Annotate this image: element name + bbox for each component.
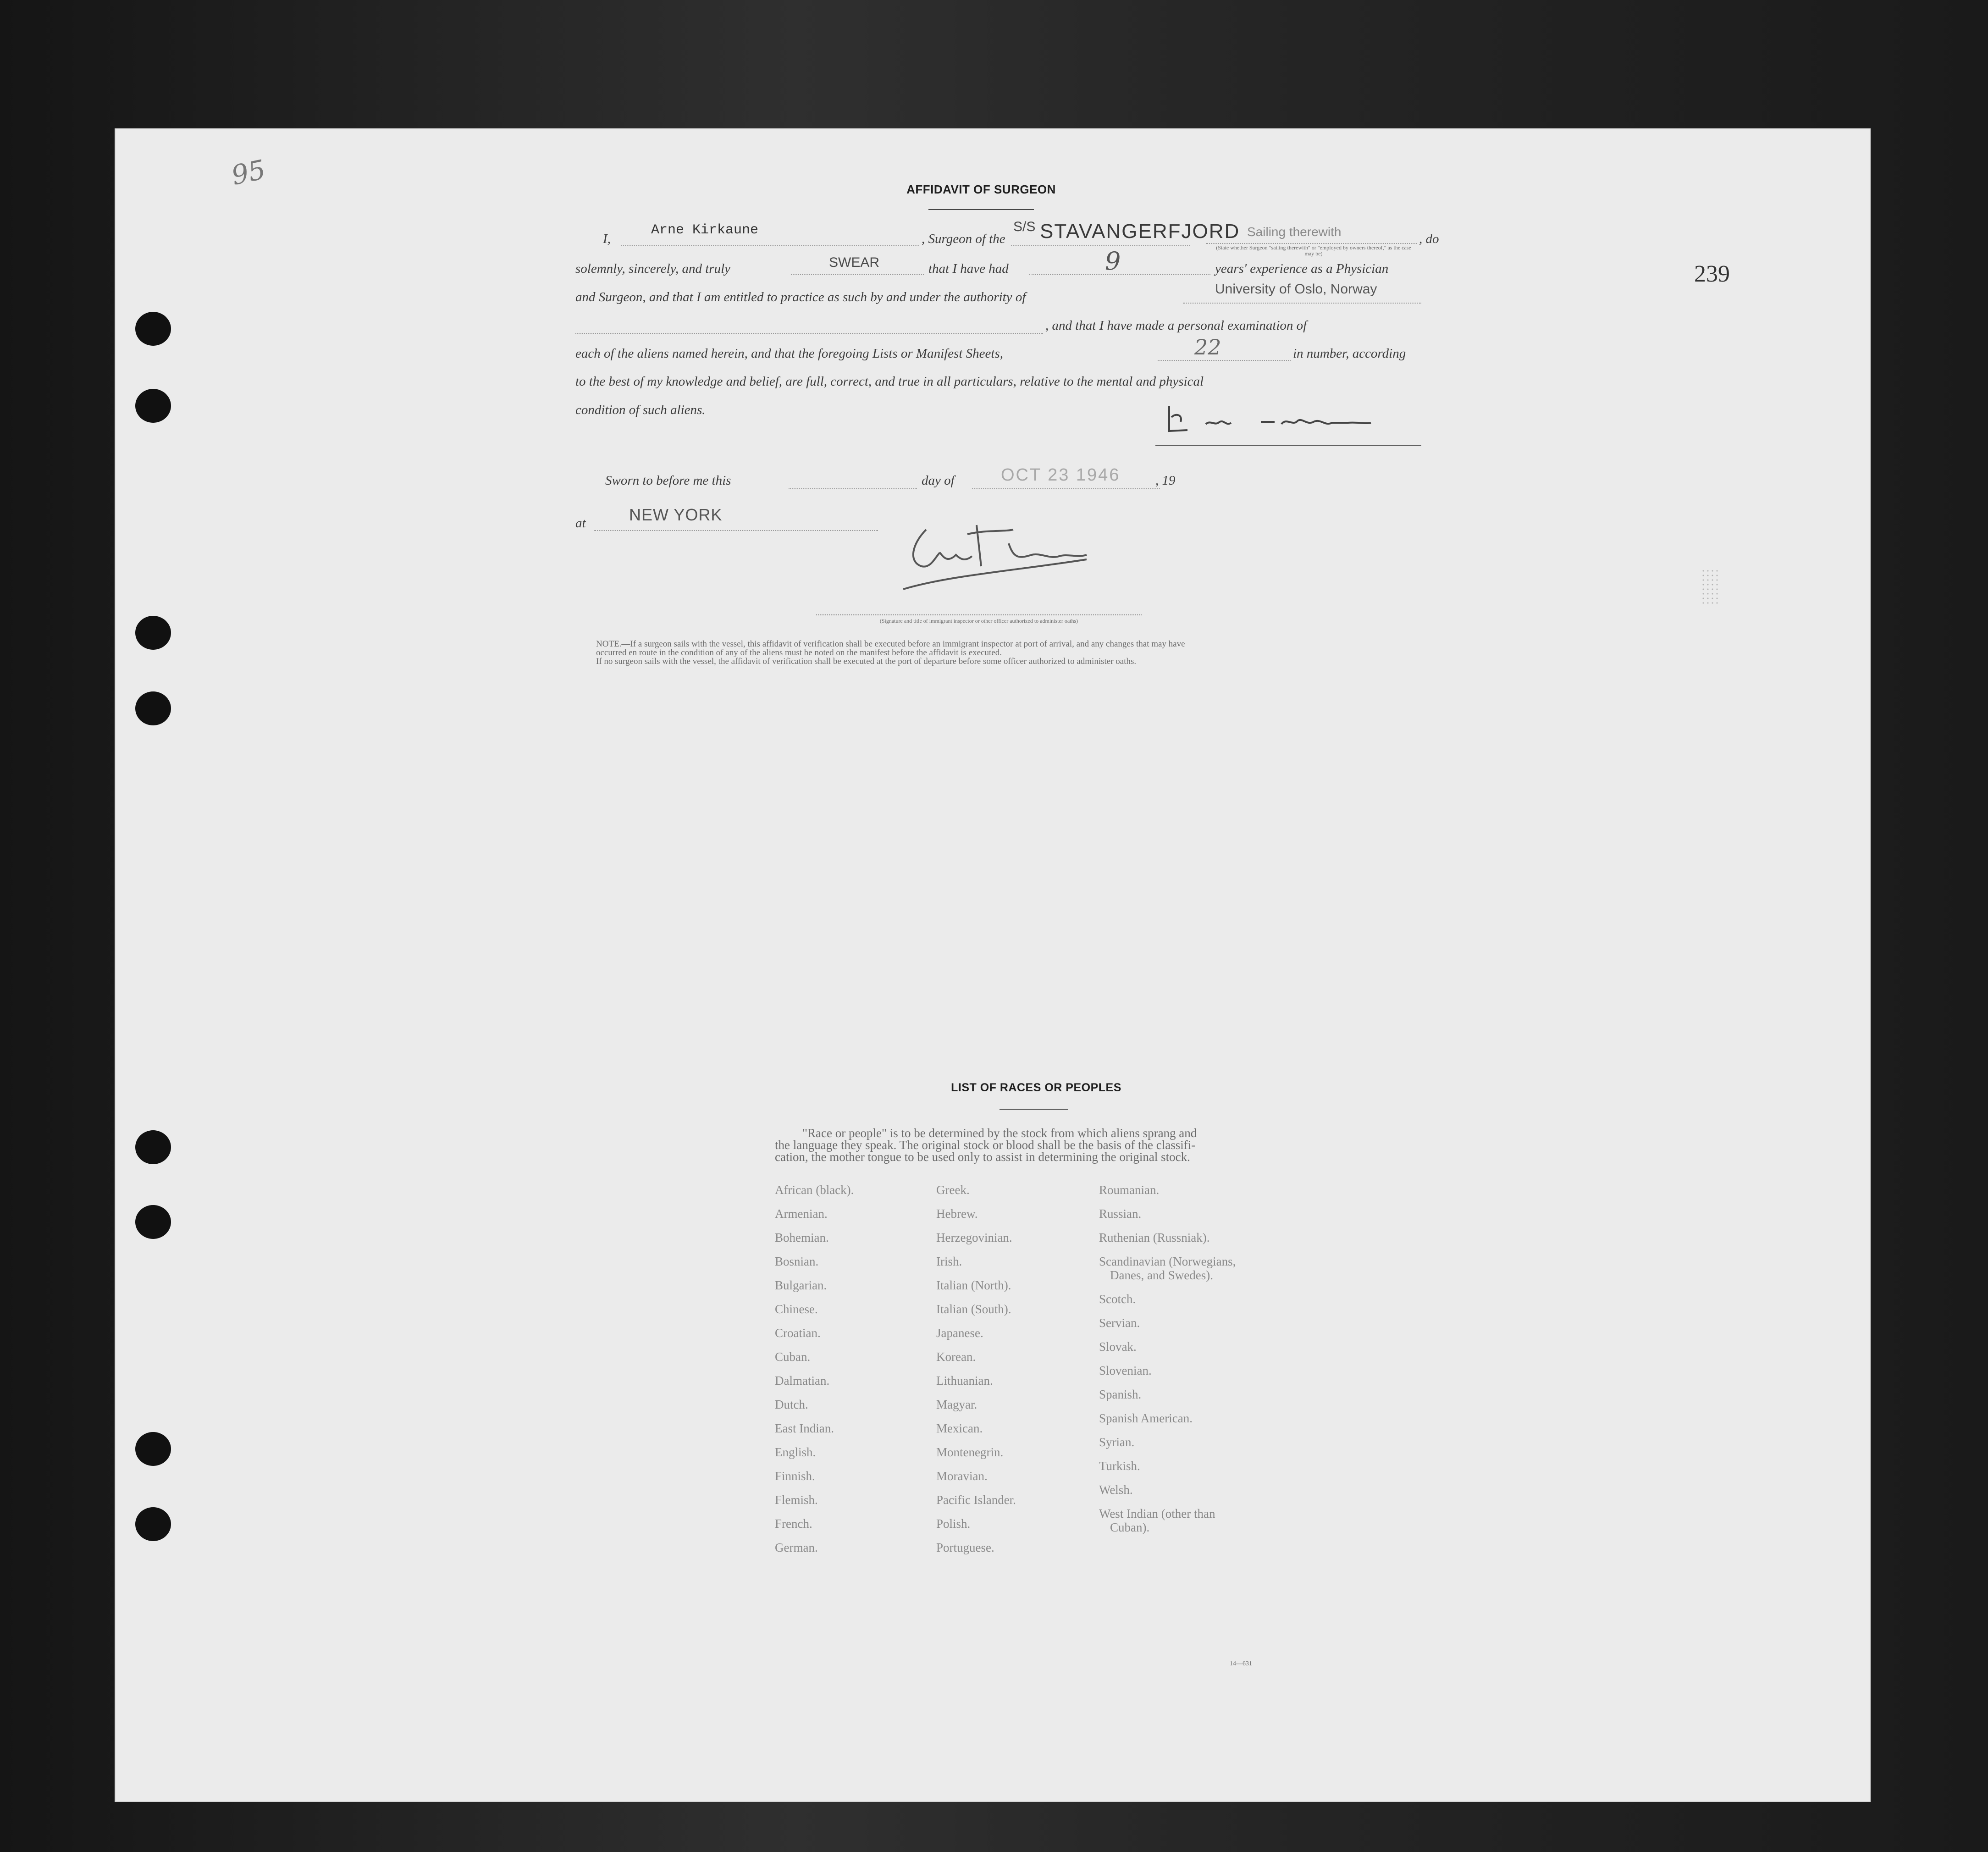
- races-title-rule: [1000, 1109, 1068, 1110]
- race-item: Bulgarian.: [775, 1278, 827, 1292]
- surgeon-name-line: [621, 245, 919, 246]
- surgeon-name: Arne Kirkaune: [651, 222, 759, 238]
- binder-hole: [135, 389, 171, 423]
- form-code: 14—631: [1230, 1660, 1252, 1667]
- line2-text3: years' experience as a Physician: [1215, 261, 1389, 276]
- race-item: Bohemian.: [775, 1231, 829, 1244]
- inspector-signature: [894, 516, 1123, 594]
- manifest-sheet-count: 22: [1194, 335, 1221, 359]
- licensing-authority: University of Oslo, Norway: [1215, 282, 1377, 297]
- race-item: Ruthenian (Russniak).: [1099, 1231, 1210, 1244]
- years-experience: 9: [1105, 247, 1121, 276]
- race-item: French.: [775, 1517, 812, 1531]
- race-item: Dutch.: [775, 1398, 808, 1411]
- document-page: [115, 128, 1871, 1802]
- race-item: Mexican.: [936, 1421, 983, 1435]
- binder-hole: [135, 1205, 171, 1239]
- inspector-signature-caption: (Signature and title of immigrant inspector or other officer authorized to administer oaths): [879, 618, 1078, 624]
- sworn-text3: , 19: [1155, 473, 1176, 488]
- vessel-line: [1011, 245, 1190, 246]
- race-item: German.: [775, 1541, 818, 1554]
- line1-do: , do: [1419, 232, 1439, 246]
- race-item: Scotch.: [1099, 1292, 1136, 1306]
- title-rule: [928, 209, 1034, 210]
- race-item: Spanish.: [1099, 1388, 1142, 1401]
- sworn-text1: Sworn to before me this: [605, 473, 731, 488]
- sworn-place: NEW YORK: [629, 505, 723, 524]
- note-line: occurred en route in the condition of any of the aliens must be noted on the manifest before the affidavit is executed.: [596, 648, 1002, 658]
- inspector-signature-line: [816, 614, 1142, 615]
- vessel-name: STAVANGERFJORD: [1040, 220, 1240, 243]
- binder-hole: [135, 1432, 171, 1466]
- intro-line: "Race or people" is to be determined by the stock from which aliens sprang and: [802, 1126, 1197, 1140]
- race-item: Italian (North).: [936, 1278, 1011, 1292]
- race-item: Moravian.: [936, 1469, 988, 1483]
- race-item: Cuban.: [775, 1350, 811, 1364]
- race-item: East Indian.: [775, 1421, 834, 1435]
- race-item: Danes, and Swedes).: [1110, 1268, 1213, 1282]
- affidavit-note: [596, 640, 1449, 666]
- margin-pencil-mark: 95: [228, 154, 269, 191]
- years-line: [1029, 274, 1210, 275]
- sworn-text2: day of: [922, 473, 955, 488]
- race-item: English.: [775, 1445, 816, 1459]
- intro-line: the language they speak. The original stock or blood shall be the basis of the classifi-: [775, 1138, 1196, 1152]
- race-item: Polish.: [936, 1517, 971, 1531]
- race-item: Italian (South).: [936, 1302, 1011, 1316]
- intro-line: cation, the mother tongue to be used only to assist in determining the original stock.: [775, 1150, 1190, 1164]
- place-line: [594, 530, 878, 531]
- binder-hole: [135, 691, 171, 725]
- race-item: Russian.: [1099, 1207, 1142, 1221]
- sworn-month-line: [972, 488, 1160, 489]
- race-item: Greek.: [936, 1183, 970, 1197]
- race-item: African (black).: [775, 1183, 854, 1197]
- binder-hole: [135, 1130, 171, 1164]
- note-line: NOTE.—If a surgeon sails with the vessel, this affidavit of verification shall be executed before an immigrant inspector at port of arrival, and any changes that may have: [596, 639, 1185, 649]
- line6-text: to the best of my knowledge and belief, are full, correct, and true in all particulars, relative to the mental and physical: [575, 374, 1204, 389]
- page-number: 239: [1694, 261, 1730, 287]
- race-item: Magyar.: [936, 1398, 977, 1411]
- affidavit-title: AFFIDAVIT OF SURGEON: [906, 182, 1056, 196]
- race-item: Hebrew.: [936, 1207, 978, 1221]
- race-item: Welsh.: [1099, 1483, 1133, 1497]
- oath-line: [791, 274, 924, 275]
- line5-text2: in number, according: [1293, 346, 1406, 361]
- races-column-2: [936, 1183, 1016, 1565]
- binder-hole: [135, 1507, 171, 1541]
- authority-line-2: [575, 333, 1043, 334]
- capacity-line: [1206, 243, 1417, 244]
- race-item: Syrian.: [1099, 1435, 1135, 1449]
- line4-text1: , and that I have made a personal examination of: [1045, 318, 1307, 333]
- race-item: Flemish.: [775, 1493, 818, 1507]
- race-item: Finnish.: [775, 1469, 815, 1483]
- line5-text1: each of the aliens named herein, and that the foregoing Lists or Manifest Sheets,: [575, 346, 1003, 361]
- binder-hole: [135, 616, 171, 650]
- race-item: Cuban).: [1110, 1520, 1150, 1534]
- race-item: Croatian.: [775, 1326, 821, 1340]
- oath-type: SWEAR: [829, 255, 880, 270]
- race-item: Japanese.: [936, 1326, 983, 1340]
- date-stamp: OCT 23 1946: [1001, 465, 1121, 485]
- race-item: Lithuanian.: [936, 1374, 993, 1388]
- race-item: Herzegovinian.: [936, 1231, 1012, 1244]
- race-item: Scandinavian (Norwegians,: [1099, 1255, 1236, 1268]
- race-item: Spanish American.: [1099, 1411, 1193, 1425]
- binder-hole: [135, 312, 171, 346]
- race-item: Slovak.: [1099, 1340, 1137, 1354]
- sworn-day-line: [789, 488, 917, 489]
- surgeon-signature: [1155, 399, 1430, 445]
- line2-text1: solemnly, sincerely, and truly: [575, 261, 731, 276]
- race-item: Armenian.: [775, 1207, 828, 1221]
- races-intro: [775, 1127, 1279, 1163]
- race-item: Turkish.: [1099, 1459, 1140, 1473]
- race-item: Dalmatian.: [775, 1374, 830, 1388]
- race-item: Servian.: [1099, 1316, 1140, 1330]
- authority-line: [1183, 303, 1421, 304]
- margin-speckle: [1701, 569, 1719, 605]
- surgeon-capacity: Sailing therewith: [1247, 225, 1342, 239]
- note-line: If no surgeon sails with the vessel, the affidavit of verification shall be executed at the port of departure before some officer authorized to administer oaths.: [596, 657, 1137, 666]
- race-item: West Indian (other than: [1099, 1507, 1215, 1520]
- races-column-1: [775, 1183, 854, 1565]
- race-item: Montenegrin.: [936, 1445, 1004, 1459]
- race-item: Irish.: [936, 1255, 962, 1268]
- surgeon-signature-line: [1155, 445, 1421, 446]
- race-item: Chinese.: [775, 1302, 818, 1316]
- race-item: Slovenian.: [1099, 1364, 1152, 1377]
- race-item: Bosnian.: [775, 1255, 819, 1268]
- vessel-prefix: S/S: [1013, 219, 1036, 234]
- line2-text2: that I have had: [928, 261, 1009, 276]
- race-item: Portuguese.: [936, 1541, 994, 1554]
- line7-text: condition of such aliens.: [575, 403, 706, 417]
- race-item: Korean.: [936, 1350, 976, 1364]
- at-label: at: [575, 516, 586, 531]
- line1-prefix: I,: [603, 232, 611, 246]
- race-item: Pacific Islander.: [936, 1493, 1016, 1507]
- line1-surgeon-of: , Surgeon of the: [922, 232, 1005, 246]
- race-item: Roumanian.: [1099, 1183, 1160, 1197]
- races-title: LIST OF RACES OR PEOPLES: [951, 1081, 1121, 1094]
- sheets-line: [1158, 360, 1291, 361]
- capacity-instruction: (State whether Surgeon "sailing therewith" or "employed by owners thereof," as the case may be): [1216, 244, 1411, 257]
- line3-text1: and Surgeon, and that I am entitled to practice as such by and under the authority of: [575, 290, 1026, 304]
- races-column-3: [1099, 1183, 1236, 1534]
